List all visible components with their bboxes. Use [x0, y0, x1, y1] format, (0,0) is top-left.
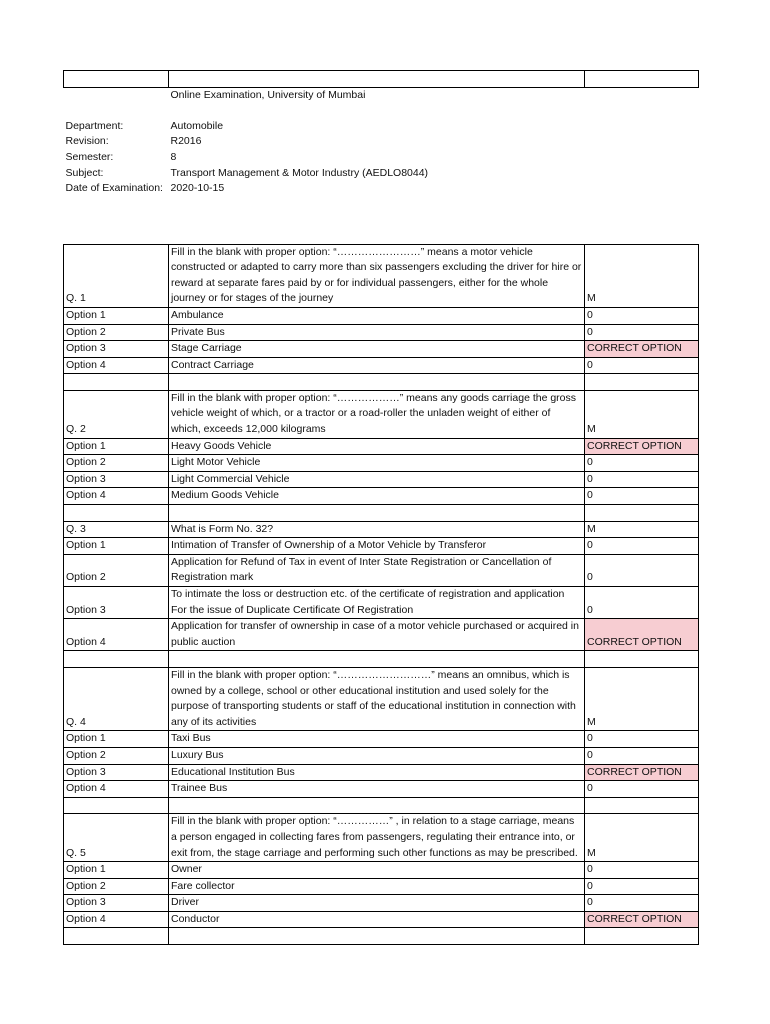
option-label: Option 4: [64, 911, 169, 928]
option-value: 0: [585, 781, 699, 798]
option-value: 0: [585, 895, 699, 912]
option-value: 0: [585, 488, 699, 505]
option-text: Application for transfer of ownership in case of a motor vehicle purchased or acquired in public auction: [169, 619, 585, 651]
option-row: [64, 324, 699, 341]
option-value: 0: [585, 587, 699, 619]
option-row: [64, 471, 699, 488]
option-label: Option 1: [64, 438, 169, 455]
option-label: Option 3: [64, 341, 169, 358]
option-text: Application for Refund of Tax in event of Inter State Registration or Cancellation of Registration mark: [169, 554, 585, 586]
option-text: Light Commercial Vehicle: [169, 471, 585, 488]
field-semester-row: [64, 150, 699, 166]
option-label: Option 2: [64, 747, 169, 764]
question-mark: M: [585, 244, 699, 307]
question-label: Q. 4: [64, 667, 169, 730]
option-label: Option 4: [64, 488, 169, 505]
option-text: Owner: [169, 862, 585, 879]
question-mark: M: [585, 521, 699, 538]
option-row: [64, 619, 699, 651]
field-value: 2020-10-15: [170, 182, 225, 195]
question-label: Q. 2: [64, 390, 169, 438]
question-mark: M: [585, 814, 699, 862]
option-label: Option 1: [64, 862, 169, 879]
field-label: Semester:: [65, 150, 114, 163]
option-label: Option 3: [64, 764, 169, 781]
correct-option-badge: CORRECT OPTION: [585, 764, 699, 781]
option-row: [64, 911, 699, 928]
option-label: Option 4: [64, 619, 169, 651]
option-value: 0: [585, 357, 699, 374]
field-label: Revision:: [65, 135, 109, 148]
separator-row: [64, 797, 699, 814]
option-row: [64, 488, 699, 505]
field-value: 8: [170, 150, 177, 163]
option-label: Option 1: [64, 538, 169, 555]
exam-table: [63, 70, 699, 945]
option-label: Option 2: [64, 455, 169, 472]
question-row: [64, 244, 699, 307]
question-mark: M: [585, 667, 699, 730]
field-department-row: [64, 119, 699, 135]
option-row: [64, 747, 699, 764]
option-value: 0: [585, 538, 699, 555]
option-value: 0: [585, 455, 699, 472]
option-text: Taxi Bus: [169, 731, 585, 748]
option-value: 0: [585, 747, 699, 764]
option-text: Light Motor Vehicle: [169, 455, 585, 472]
field-date-row: [64, 181, 699, 197]
bottom-empty-row: [64, 928, 699, 945]
question-label: Q. 1: [64, 244, 169, 307]
option-label: Option 3: [64, 587, 169, 619]
option-text: Ambulance: [169, 307, 585, 324]
option-text: Medium Goods Vehicle: [169, 488, 585, 505]
field-value: Automobile: [170, 119, 224, 132]
separator-row: [64, 505, 699, 522]
option-label: Option 1: [64, 731, 169, 748]
question-text: Fill in the blank with proper option: “………………” means any goods carriage the gross vehicle weight of which, or a tractor or a road-roller the unladen weight of either of which, exceeds 12,000 kilograms: [169, 390, 585, 438]
question-text: Fill in the blank with proper option: “……………” , in relation to a stage carriage, means a person engaged in collecting fares from passengers, regulating their entrance into, or exit from, the stage carriage and performing such other functions as may be prescribed.: [169, 814, 585, 862]
option-text: Heavy Goods Vehicle: [169, 438, 585, 455]
option-label: Option 3: [64, 895, 169, 912]
option-text: Luxury Bus: [169, 747, 585, 764]
option-label: Option 2: [64, 878, 169, 895]
correct-option-badge: CORRECT OPTION: [585, 619, 699, 651]
option-row: [64, 587, 699, 619]
option-row: [64, 862, 699, 879]
option-row: [64, 878, 699, 895]
option-value: 0: [585, 731, 699, 748]
header-title-row: [64, 87, 699, 103]
option-text: Private Bus: [169, 324, 585, 341]
question-text: Fill in the blank with proper option: “……………………” means a motor vehicle constructed or adapted to carry more than six passengers excluding the driver for hire or reward at separate fares paid by or for individual passengers, either for the whole journey or for stages of the journey: [169, 244, 585, 307]
field-label: Department:: [65, 119, 124, 132]
field-label: Subject:: [65, 166, 104, 179]
option-text: Stage Carriage: [169, 341, 585, 358]
option-row: [64, 307, 699, 324]
question-text: What is Form No. 32?: [169, 521, 585, 538]
option-label: Option 4: [64, 357, 169, 374]
option-row: [64, 764, 699, 781]
option-text: Driver: [169, 895, 585, 912]
correct-option-badge: CORRECT OPTION: [585, 438, 699, 455]
option-row: [64, 438, 699, 455]
question-row: [64, 390, 699, 438]
field-value: R2016: [170, 135, 202, 148]
option-text: Educational Institution Bus: [169, 764, 585, 781]
option-value: 0: [585, 554, 699, 586]
separator-row: [64, 374, 699, 391]
option-value: 0: [585, 307, 699, 324]
question-label: Q. 5: [64, 814, 169, 862]
option-row: [64, 341, 699, 358]
correct-option-badge: CORRECT OPTION: [585, 911, 699, 928]
option-text: To intimate the loss or destruction etc. of the certificate of registration and application For the issue of Duplicate Certificate Of Registration: [169, 587, 585, 619]
option-text: Intimation of Transfer of Ownership of a Motor Vehicle by Transferor: [169, 538, 585, 555]
separator-row: [64, 651, 699, 668]
option-value: 0: [585, 878, 699, 895]
question-mark: M: [585, 390, 699, 438]
option-row: [64, 455, 699, 472]
option-row: [64, 554, 699, 586]
option-label: Option 3: [64, 471, 169, 488]
option-label: Option 1: [64, 307, 169, 324]
option-text: Conductor: [169, 911, 585, 928]
field-revision-row: [64, 134, 699, 150]
option-value: 0: [585, 324, 699, 341]
question-row: [64, 667, 699, 730]
option-value: 0: [585, 471, 699, 488]
option-text: Trainee Bus: [169, 781, 585, 798]
option-row: [64, 731, 699, 748]
exam-sheet: [63, 70, 698, 945]
exam-title: Online Examination, University of Mumbai: [170, 88, 366, 101]
option-label: Option 2: [64, 324, 169, 341]
option-text: Fare collector: [169, 878, 585, 895]
option-label: Option 2: [64, 554, 169, 586]
field-value: Transport Management & Motor Industry (AEDLO8044): [170, 166, 429, 179]
option-label: Option 4: [64, 781, 169, 798]
option-row: [64, 895, 699, 912]
question-row: [64, 521, 699, 538]
question-text: Fill in the blank with proper option: “………………………” means an omnibus, which is owned by a college, school or other educational institution and used solely for the purpose of transporting students or staff of the educational institution in connection with any of its activities: [169, 667, 585, 730]
top-empty-row: [64, 71, 699, 88]
field-label: Date of Examination:: [65, 182, 163, 195]
option-value: 0: [585, 862, 699, 879]
option-row: [64, 781, 699, 798]
correct-option-badge: CORRECT OPTION: [585, 341, 699, 358]
question-label: Q. 3: [64, 521, 169, 538]
question-row: [64, 814, 699, 862]
field-subject-row: [64, 166, 699, 182]
option-text: Contract Carriage: [169, 357, 585, 374]
option-row: [64, 357, 699, 374]
option-row: [64, 538, 699, 555]
